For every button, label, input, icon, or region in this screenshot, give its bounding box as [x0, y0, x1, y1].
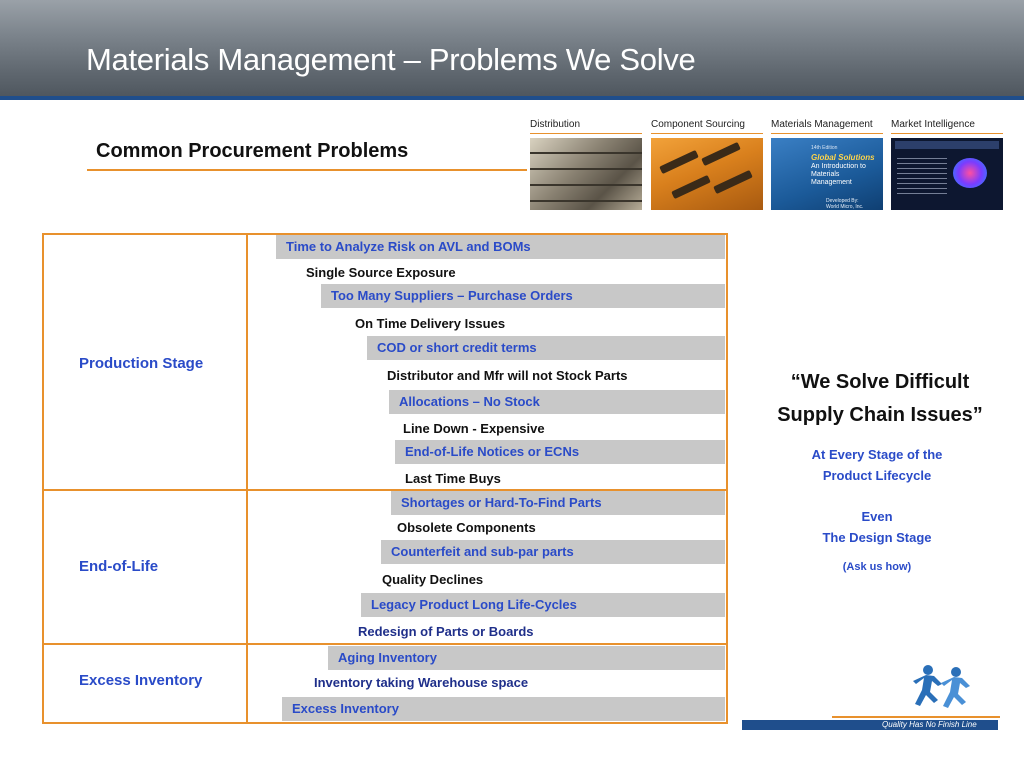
- problem-item: Last Time Buys: [405, 471, 501, 486]
- book-title: An Introduction to Materials Management: [811, 163, 866, 186]
- problem-item: Line Down - Expensive: [403, 421, 545, 436]
- thumb-label-distribution: Distribution: [530, 119, 581, 130]
- problem-bar: COD or short credit terms: [367, 336, 725, 360]
- footer-tagline: Quality Has No Finish Line: [882, 720, 977, 729]
- materials-management-book-image: [771, 138, 883, 210]
- component-sourcing-image: [651, 138, 763, 210]
- runners-logo-icon: [908, 662, 980, 718]
- thumb-rule-distribution: [530, 133, 642, 134]
- problem-bar: Allocations – No Stock: [389, 390, 725, 414]
- distribution-image: [530, 138, 642, 210]
- ask-us-how: (Ask us how): [842, 561, 912, 573]
- problem-bar: Counterfeit and sub-par parts: [381, 540, 725, 564]
- thumb-label-materials-management: Materials Management: [771, 119, 873, 130]
- problem-bar: Excess Inventory: [282, 697, 725, 721]
- problem-item: Quality Declines: [382, 572, 484, 587]
- problem-item: Inventory taking Warehouse space: [314, 675, 529, 690]
- footer-accent-line: [832, 716, 1000, 718]
- stage-label-excess-inventory: Excess Inventory: [79, 672, 203, 689]
- thumb-rule-component-sourcing: [651, 133, 763, 134]
- thumb-label-market-intelligence: Market Intelligence: [891, 119, 975, 130]
- problem-bar: End-of-Life Notices or ECNs: [395, 440, 725, 464]
- problem-bar: Shortages or Hard-To-Find Parts: [391, 491, 725, 515]
- subtitle-underline: [87, 169, 527, 171]
- design-stage-note: Even The Design Stage: [822, 509, 932, 545]
- header-divider: [0, 96, 1024, 100]
- problem-bar: Legacy Product Long Life-Cycles: [361, 593, 725, 617]
- section-divider: [42, 643, 728, 645]
- lifecycle-note: At Every Stage of the Product Lifecycle: [811, 447, 943, 483]
- problem-item: Single Source Exposure: [306, 265, 456, 280]
- problem-item: Distributor and Mfr will not Stock Parts: [387, 368, 628, 383]
- problem-bar: Time to Analyze Risk on AVL and BOMs: [276, 235, 725, 259]
- stage-label-production: Production Stage: [79, 355, 204, 372]
- book-developer: Developed By: World Micro, Inc.: [826, 198, 864, 210]
- market-intelligence-image: [891, 138, 1003, 210]
- problem-bar: Too Many Suppliers – Purchase Orders: [321, 284, 725, 308]
- problem-item: On Time Delivery Issues: [355, 316, 506, 331]
- problem-item: Obsolete Components: [397, 520, 536, 535]
- thumb-rule-market-intelligence: [891, 133, 1003, 134]
- problem-bar: Aging Inventory: [328, 646, 725, 670]
- slogan-quote: “We Solve Difficult Supply Chain Issues”: [777, 371, 983, 426]
- book-edition: 14th Edition: [811, 145, 838, 151]
- book-series: Global Solutions: [811, 153, 875, 162]
- page-title: Materials Management – Problems We Solve: [86, 42, 696, 77]
- problem-item: Redesign of Parts or Boards: [358, 624, 534, 639]
- thumb-rule-materials-management: [771, 133, 883, 134]
- thumb-label-component-sourcing: Component Sourcing: [651, 119, 745, 130]
- section-subtitle: Common Procurement Problems: [96, 140, 409, 162]
- stage-label-end-of-life: End-of-Life: [79, 558, 159, 575]
